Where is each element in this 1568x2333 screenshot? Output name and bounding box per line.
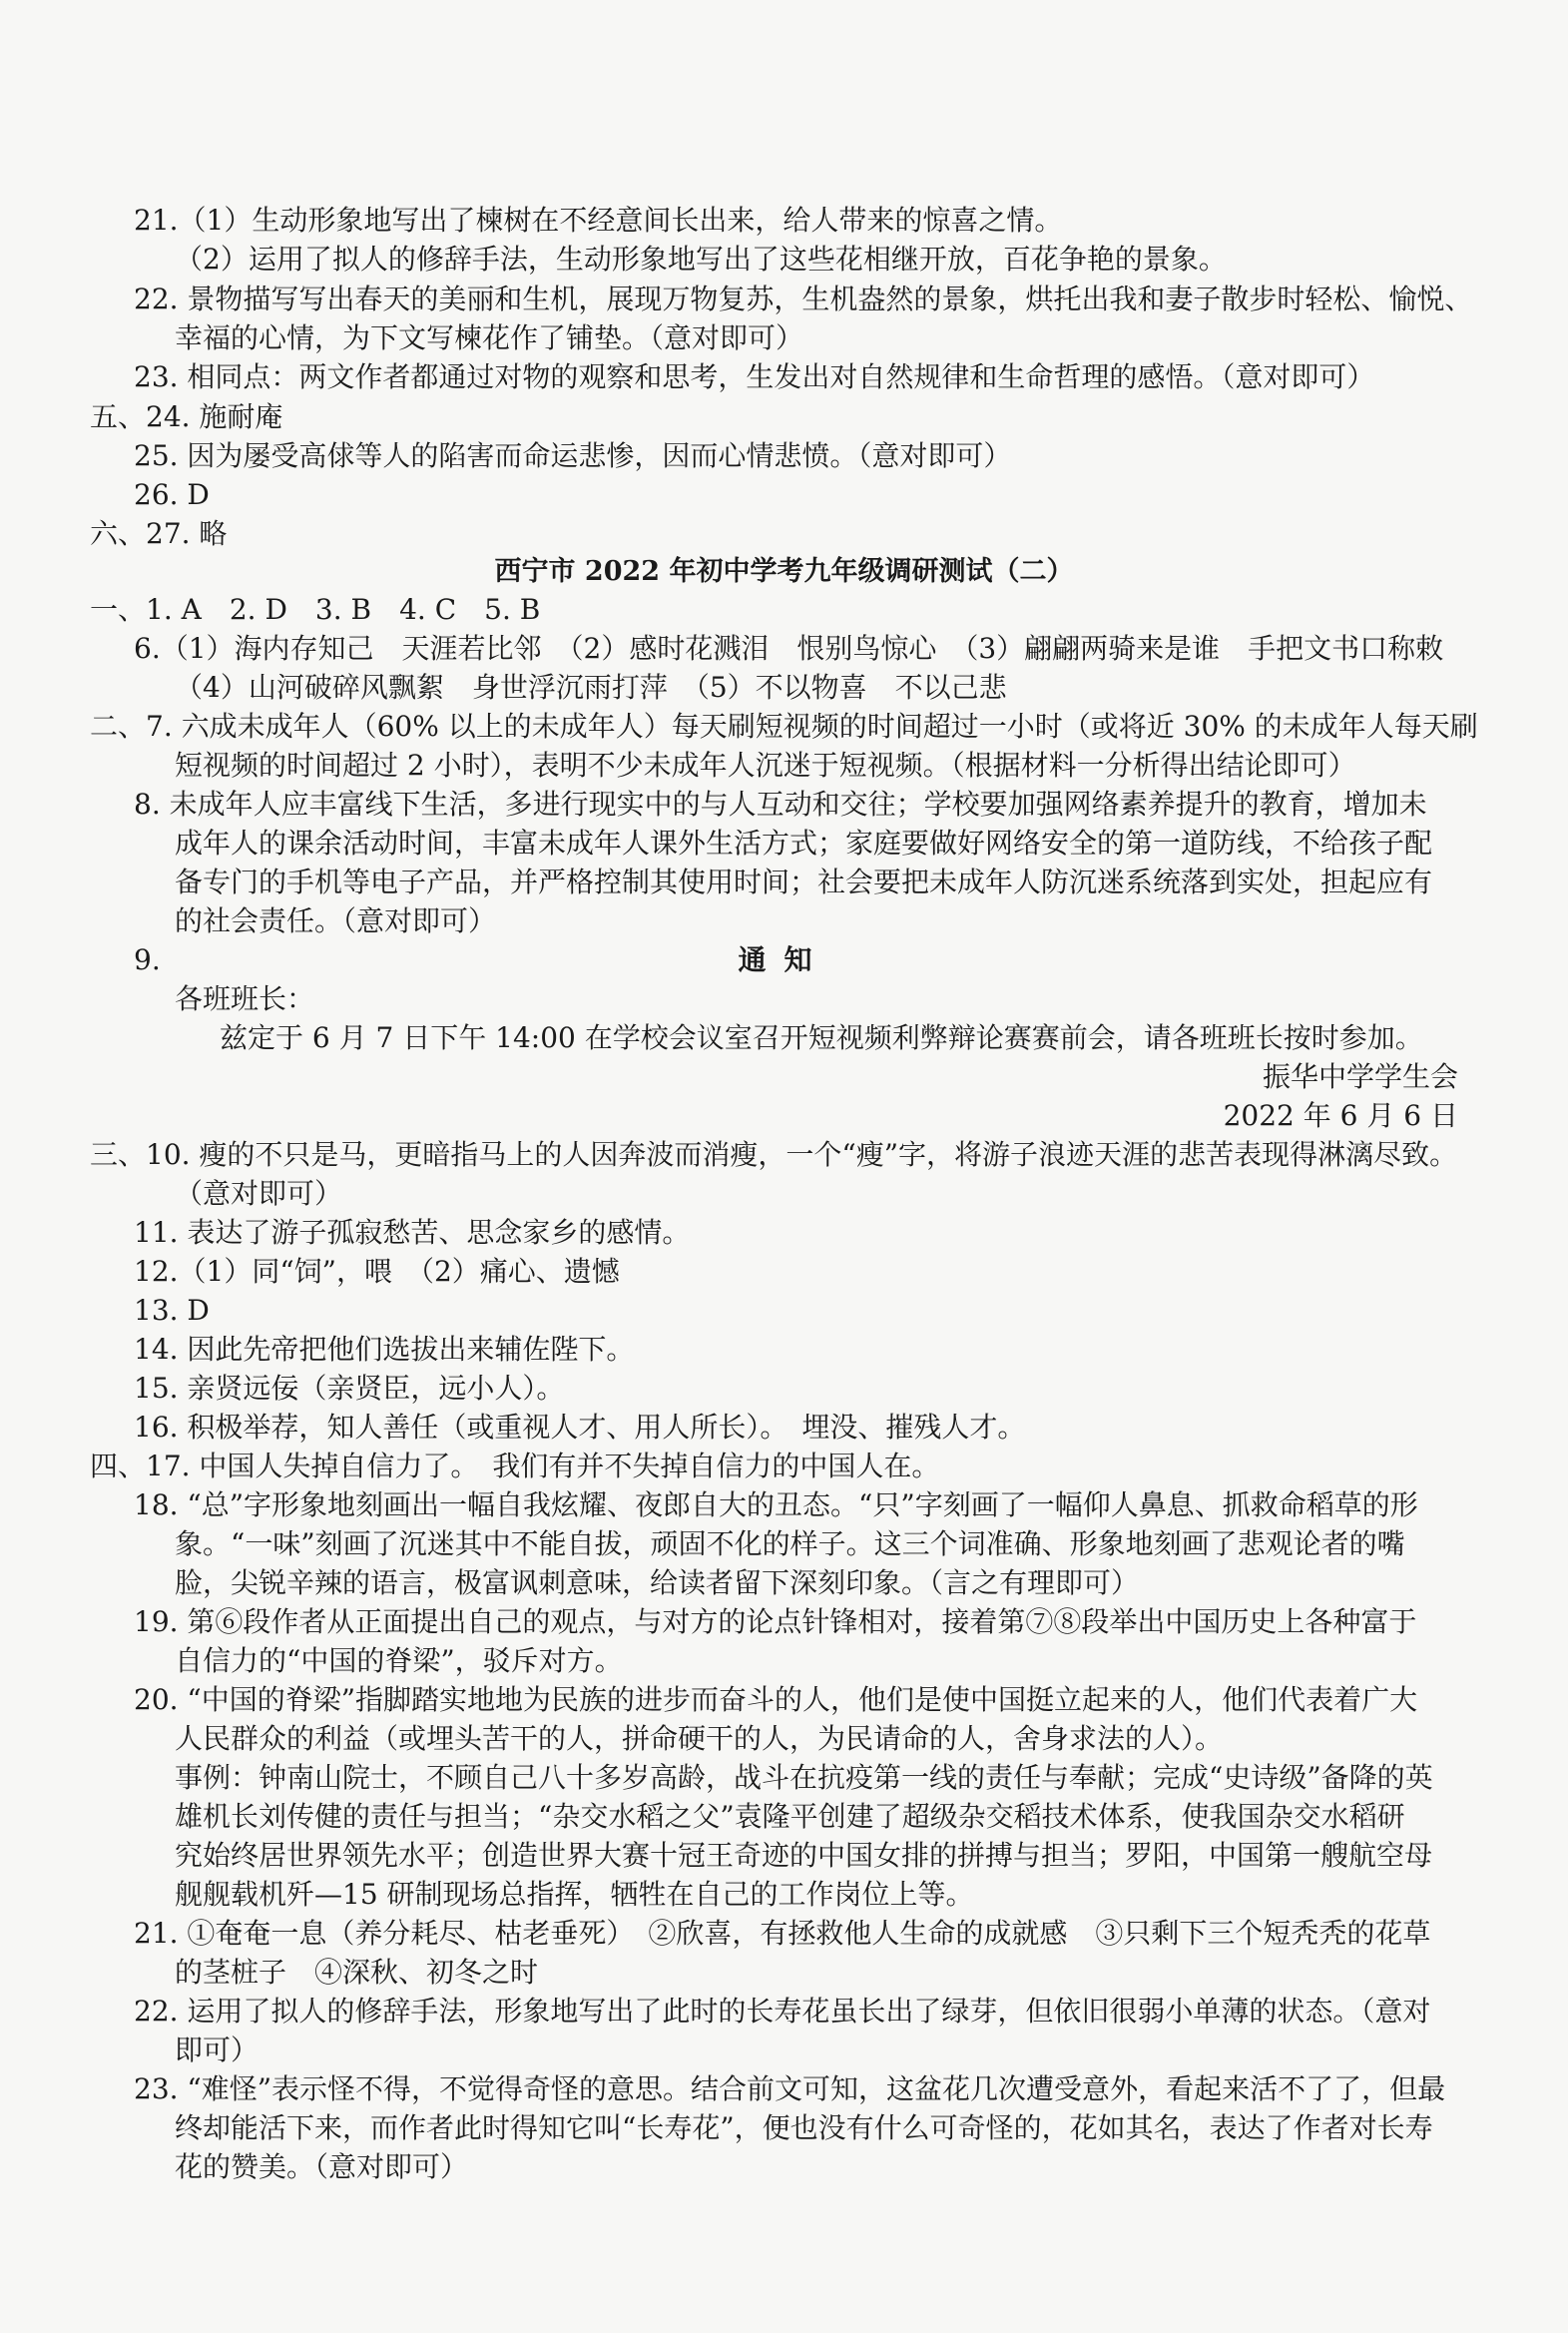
answer-20-example3: 究始终居世界领先水平；创造世界大赛十冠王奇迹的中国女排的拼搏与担当；罗阳，中国第一艘航空母 [175,1839,1433,1872]
answer-8: 8. 未成年人应丰富线下生活，多进行现实中的与人互动和交往；学校要加强网络素养提升的教育，增加未 [134,788,1427,821]
answer-20-example4: 舰舰载机歼—15 研制现场总指挥，牺牲在自己的工作岗位上等。 [175,1878,974,1911]
answer-16: 16. 积极举荐，知人善任（或重视人才、用人所长）。 埋没、摧残人才。 [134,1411,1026,1444]
answer-12: 12.（1）同“饲”，喂 （2）痛心、遗憾 [134,1255,620,1288]
answer-20-example1: 事例：钟南山院士，不顾自己八十多岁高龄，战斗在抗疫第一线的责任与奉献；完成“史诗级”备降的英 [175,1761,1433,1794]
answer-22b: 22. 运用了拟人的修辞手法，形象地写出了此时的长寿花虽长出了绿芽，但依旧很弱小单薄的状态。（意对 [134,1995,1431,2028]
answer-14: 14. 因此先帝把他们选拔出来辅佐陛下。 [134,1333,635,1366]
answer-10: 三、10. 瘦的不只是马，更暗指马上的人因奔波而消瘦，一个“瘦”字，将游子浪迹天涯的悲苦表现得淋漓尽致。 [90,1138,1458,1171]
answer-22b-cont: 即可） [175,2034,260,2066]
answer-22: 22. 景物描写写出春天的美丽和生机，展现万物复苏，生机盎然的景象，烘托出我和妻子散步时轻松、愉悦、 [134,283,1473,315]
answer-22-cont: 幸福的心情，为下文写楝花作了铺垫。（意对即可） [175,321,804,354]
answer-7: 二、7. 六成未成年人（60% 以上的未成年人）每天刷短视频的时间超过一小时（或将近 30% 的未成年人每天刷 [90,710,1478,743]
answer-8-cont1: 成年人的课余活动时间，丰富未成年人课外生活方式；家庭要做好网络安全的第一道防线，不给孩子配 [175,827,1433,860]
notice-date: 2022 年 6 月 6 日 [1223,1099,1458,1132]
answer-21-2: （2）运用了拟人的修辞手法，生动形象地写出了这些花相继开放，百花争艳的景象。 [175,243,1227,276]
answer-18-cont1: 象。“一味”刻画了沉迷其中不能自拔，顽固不化的样子。这三个词准确、形象地刻画了悲观论者的嘴 [175,1527,1405,1560]
answer-6-cont: （4）山河破碎风飘絮 身世浮沉雨打萍 （5）不以物喜 不以己悲 [175,671,1007,704]
answer-23b-cont1: 终却能活下来，而作者此时得知它叫“长寿花”，便也没有什么可奇怪的，花如其名，表达了作者对长寿 [175,2111,1433,2144]
answer-10-cont: （意对即可） [175,1177,343,1210]
section-title: 西宁市 2022 年初中学考九年级调研测试（二） [494,556,1074,587]
answer-7-cont: 短视频的时间超过 2 小时），表明不少未成年人沉迷于短视频。（根据材料一分析得出结论即可） [175,749,1356,782]
answer-19: 19. 第⑥段作者从正面提出自己的观点，与对方的论点针锋相对，接着第⑦⑧段举出中国历史上各种富于 [134,1605,1417,1638]
answer-20-cont: 人民群众的利益（或埋头苦干的人，拼命硬干的人，为民请命的人，舍身求法的人）。 [175,1722,1224,1755]
answer-21: 21.（1）生动形象地写出了楝树在不经意间长出来，给人带来的惊喜之情。 [134,204,1063,237]
answer-26: 26. D [134,478,210,511]
answer-21b: 21. ①奄奄一息（养分耗尽、枯老垂死） ②欣喜，有拯救他人生命的成就感 ③只剩下三个短秃秃的花草 [134,1917,1431,1950]
answer-19-cont: 自信力的“中国的脊梁”，驳斥对方。 [175,1644,623,1677]
answer-23: 23. 相同点：两文作者都通过对物的观察和思考，生发出对自然规律和生命哲理的感悟。（意对即可） [134,360,1375,393]
answer-11: 11. 表达了游子孤寂愁苦、思念家乡的感情。 [134,1216,691,1249]
answer-9: 9. [134,943,161,976]
answer-25: 25. 因为屡受高俅等人的陷害而命运悲惨，因而心情悲愤。（意对即可） [134,439,1012,472]
answer-1-5: 一、1. A 2. D 3. B 4. C 5. B [90,593,541,626]
answer-18-cont2: 脸，尖锐辛辣的语言，极富讽刺意味，给读者留下深刻印象。（言之有理即可） [175,1566,1140,1599]
notice-signature: 振华中学学生会 [1262,1060,1458,1093]
answer-15: 15. 亲贤远佞（亲贤臣，远小人）。 [134,1372,565,1405]
notice-title: 通知 [738,943,830,976]
answer-20-example2: 雄机长刘传健的责任与担当；“杂交水稻之父”袁隆平创建了超级杂交稻技术体系，使我国杂交水稻研 [175,1800,1405,1833]
answer-23b: 23. “难怪”表示怪不得，不觉得奇怪的意思。结合前文可知，这盆花几次遭受意外，看起来活不了了，但最 [134,2072,1446,2105]
answer-13: 13. D [134,1294,210,1327]
answer-17: 四、17. 中国人失掉自信力了。 我们有并不失掉自信力的中国人在。 [90,1450,940,1482]
notice-body: 兹定于 6 月 7 日下午 14:00 在学校会议室召开短视频利弊辩论赛赛前会，请各班班长按时参加。 [220,1021,1423,1054]
answer-8-cont3: 的社会责任。（意对即可） [175,904,497,937]
notice-salutation: 各班班长： [175,982,315,1015]
answer-23b-cont2: 花的赞美。（意对即可） [175,2150,469,2183]
answer-18: 18. “总”字形象地刻画出一幅自我炫耀、夜郎自大的丑态。“只”字刻画了一幅仰人鼻息、抓救命稻草的形 [134,1488,1418,1521]
answer-27: 六、27. 略 [90,517,228,550]
answer-8-cont2: 备专门的手机等电子产品，并严格控制其使用时间；社会要把未成年人防沉迷系统落到实处，担起应有 [175,866,1433,898]
answer-21b-cont: 的茎桩子 ④深秋、初冬之时 [175,1956,539,1989]
answer-6: 6.（1）海内存知己 天涯若比邻 （2）感时花溅泪 恨别鸟惊心 （3）翩翩两骑来是谁 手把文书口称敕 [134,632,1444,665]
answer-20: 20. “中国的脊梁”指脚踏实地地为民族的进步而奋斗的人，他们是使中国挺立起来的人，他们代表着广大 [134,1683,1418,1716]
answer-24: 五、24. 施耐庵 [90,400,283,433]
